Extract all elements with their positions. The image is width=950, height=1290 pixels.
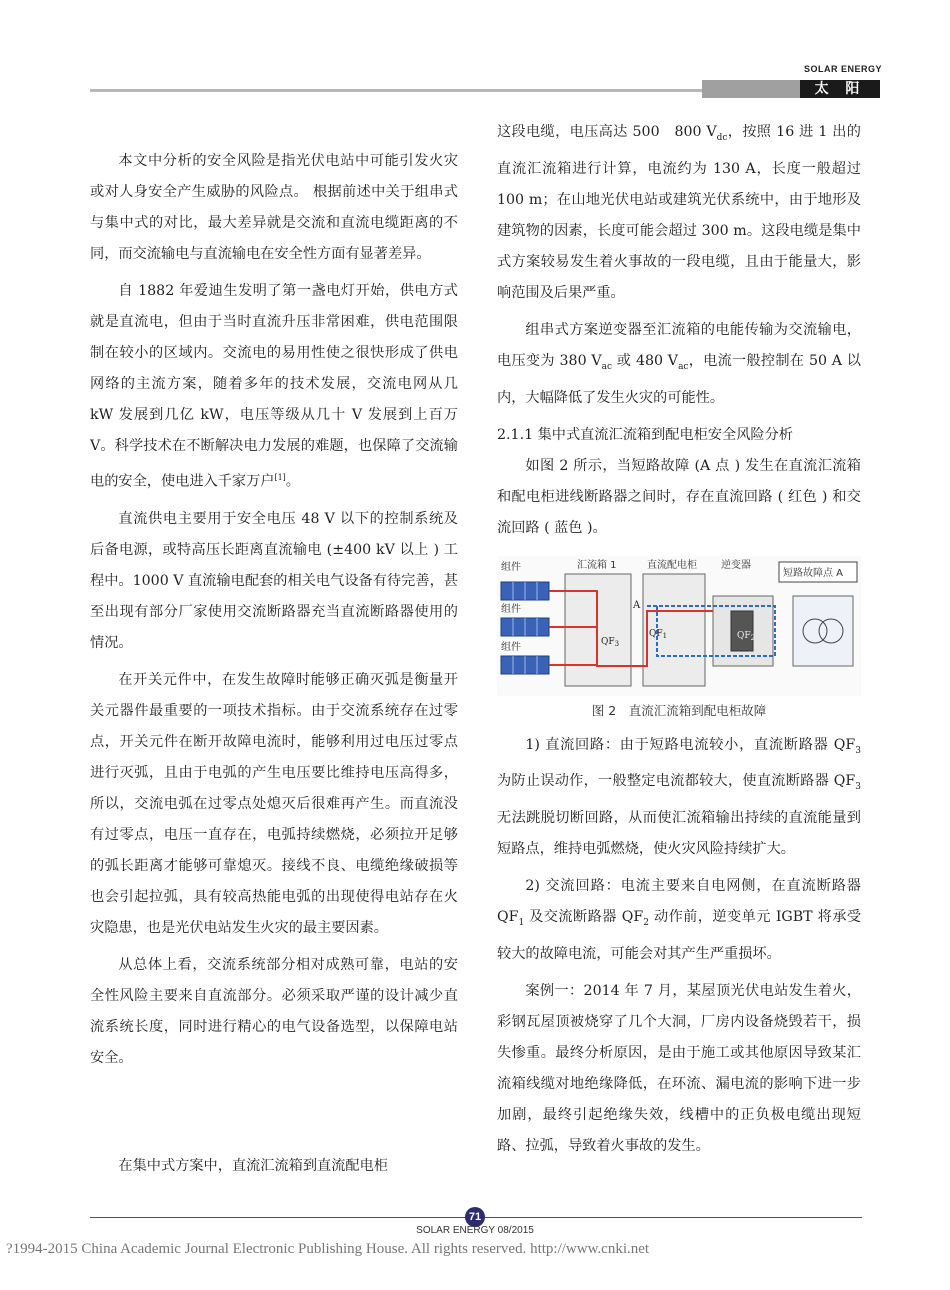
label-combiner: 汇流箱 1 (577, 559, 617, 571)
section-heading: 2.1.1 集中式直流汇流箱到配电柜安全风险分析 (497, 426, 793, 443)
figure-2 (497, 556, 861, 696)
page-number: 71 (465, 1207, 485, 1227)
label-point-a: A (633, 599, 641, 611)
label-qf1: $QF_1$ (649, 628, 668, 640)
label-qf3: $QF_3$ (601, 636, 620, 648)
paragraph: 如图 2 所示，当短路故障 (A 点 ) 发生在直流汇流箱和配电柜进线断路器之间时，存在直流回路 ( 红色 ) 和交流回路 ( 蓝色 )。 (497, 457, 861, 536)
label-inverter: 逆变器 (721, 559, 751, 571)
paragraph: 在集中式方案中，直流汇流箱到直流配电柜 (118, 1158, 388, 1174)
paragraph: 自 1882 年爱迪生发明了第一盏电灯开始，供电方式就是直流电，但由于当时直流升压非常困难，供电范围限制在较小的区域内。交流电的易用性使之很快形成了供电网络的主流方案，随着多年的技术发展，交流电网从几 kW 发展到几亿 kW，电压等级从几十 V 发展到上百万 V。科学技术在不断解决电力发展的难题，也保障了交流输电的安全，使电进入千家万户[1]。 (90, 283, 458, 490)
label-module: 组件 (501, 603, 521, 615)
paragraph: 在开关元件中，在发生故障时能够正确灭弧是衡量开关元器件最重要的一项技术指标。由于交流系统存在过零点，开关元件在断开故障电流时，能够利用过电压过零点进行灭弧，且由于电弧的产生电压要比维持电压高得多，所以，交流电弧在过零点处熄灭后很难再产生。而直流没有过零点，电压一直存在，电弧持续燃烧，必须拉开足够的弧长距离才能够可靠熄灭。接线不良、电缆绝缘破损等也会引起拉弧，具有较高热能电弧的出现使得电站存在火灾隐患，也是光伏电站发生火灾的最主要因素。 (90, 671, 458, 936)
label-module: 组件 (501, 561, 521, 573)
paragraph: 这段电缆，电压高达 500 800 $V_{dc}$，按照 16 进 1 出的直流汇流箱进行计算，电流约为 130 A，长度一般超过 100 m；在山地光伏电站或建筑光伏系统中，由于地形及建筑物的因素，长度可能会超过 300 m。这段电缆是集中式方案较易发生着火事故的一段电缆，且由于能量大，影响范围及后果严重。 (497, 124, 861, 301)
pv-panel-group (501, 582, 549, 674)
left-column (90, 146, 458, 1080)
paragraph: 1) 直流回路：由于短路电流较小，直流断路器 $QF_3$ 为防止误动作，一般整定电流都较大，使直流断路器 $QF_3$ 无法跳脱切断回路，从而使汇流箱输出持续的直流能量到短路点，维持电弧燃烧，使火灾风险持续扩大。 (497, 736, 861, 858)
paragraph: 组串式方案逆变器至汇流箱的电能传输为交流输电，电压变为 380 $V_{ac}$ 或 480 $V_{ac}$，电流一般控制在 50 A 以内，大幅降低了发生火灾的可能性。 (497, 321, 861, 406)
transformer-box (793, 596, 853, 666)
paragraph: 2) 交流回路：电流主要来自电网侧，在直流断路器 $QF_1$ 及交流断路器 $QF_2$ 动作前，逆变单元 IGBT 将承受较大的故障电流，可能会对其产生严重损坏。 (497, 878, 862, 963)
journal-name-en: SOLAR ENERGY (803, 64, 882, 74)
copyright-line: ?1994-2015 China Academic Journal Electronic Publishing House. All rights reserved. http://www.cnki.net (6, 1241, 650, 1257)
citation: [1] (274, 473, 286, 482)
circuit-diagram (497, 556, 861, 696)
paragraph: 从总体上看，交流系统部分相对成熟可靠，电站的安全性风险主要来自直流部分。必须采取严谨的设计减少直流系统长度，同时进行精心的电气设备选型，以保障电站安全。 (90, 956, 458, 1066)
right-column (497, 117, 861, 1168)
label-qf2: $QF_2$ (737, 630, 756, 642)
label-fault: 短路故障点 A (783, 567, 844, 579)
header-rule (90, 89, 702, 92)
label-module: 组件 (501, 641, 521, 653)
footer-source: SOLAR ENERGY 08/2015 (416, 1225, 534, 1236)
label-dc-cabinet: 直流配电柜 (647, 559, 697, 571)
paragraph: 本文中分析的安全风险是指光伏电站中可能引发火灾或对人身安全产生威胁的风险点。 根据前述中关于组串式与集中式的对比，最大差异就是交流和直流电缆距离的不同，而交流输电与直流输电在安全性方面有显著差异。 (90, 153, 458, 262)
journal-name-cn: 太 阳 能 (800, 80, 880, 98)
figure-caption: 图 2 直流汇流箱到配电柜故障 (591, 702, 767, 718)
paragraph: 直流供电主要用于安全电压 48 V 以下的控制系统及后备电源，或特高压长距离直流输电 (±400 kV 以上 ) 工程中。1000 V 直流输电配套的相关电气设备有待完善，甚至出现有部分厂家使用交流断路器充当直流断路器使用的情况。 (90, 510, 458, 651)
paragraph: 案例一：2014 年 7 月，某屋顶光伏电站发生着火，彩钢瓦屋顶被烧穿了几个大洞，厂房内设备烧毁若干，损失惨重。最终分析原因，是由于施工或其他原因导致某汇流箱线缆对地绝缘降低，在环流、漏电流的影响下进一步加剧，最终引起绝缘失效，线槽中的正负极电缆出现短路、拉弧，导致着火事故的发生。 (497, 983, 861, 1155)
